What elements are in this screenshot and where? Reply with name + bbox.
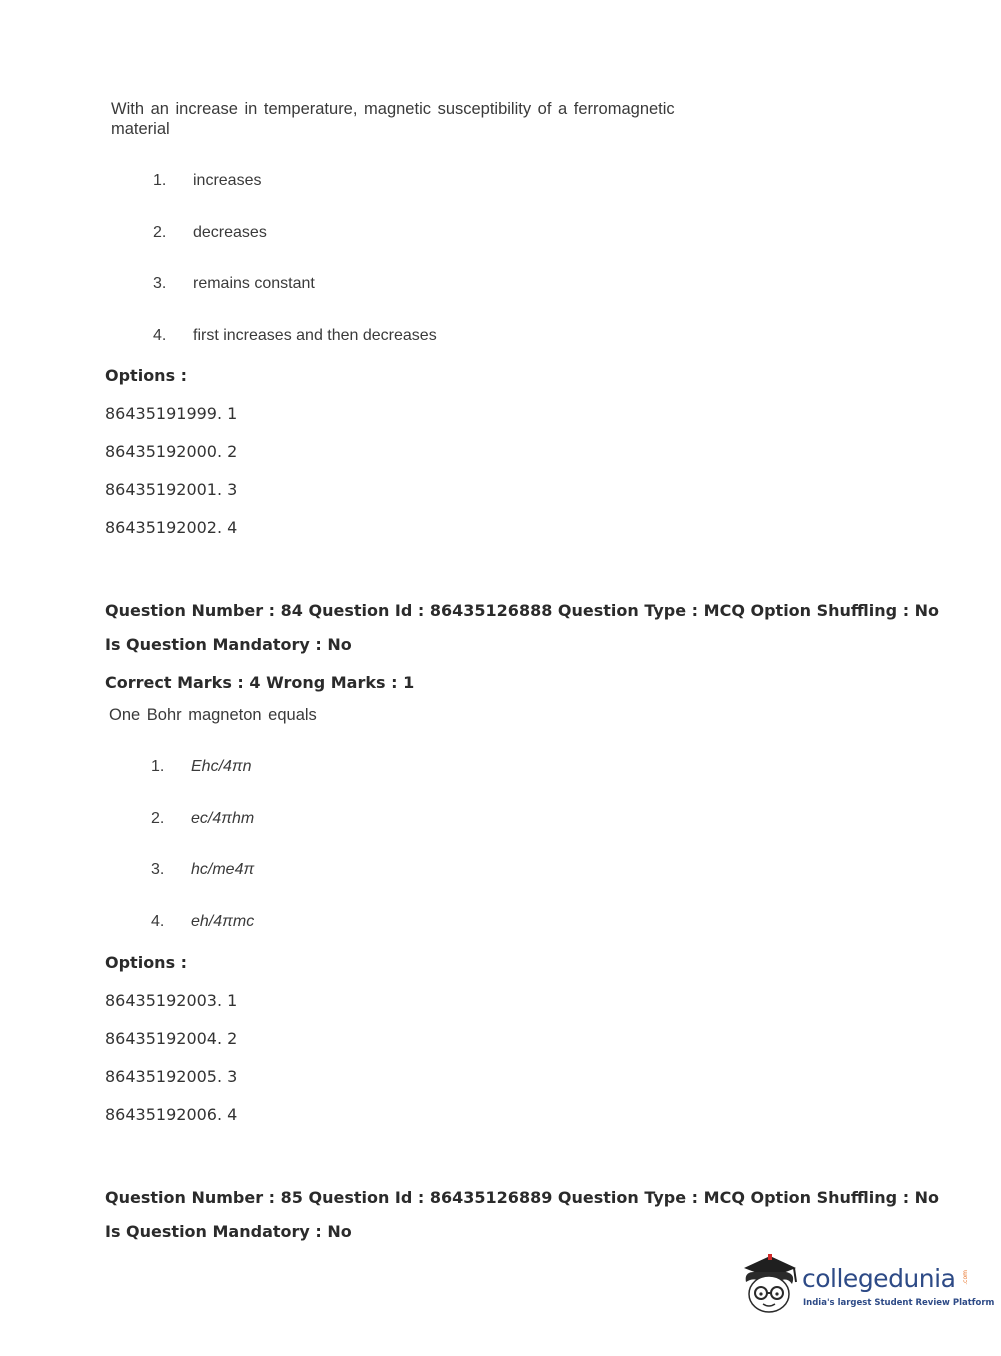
q85-header: Question Number : 85 Question Id : 86435126889 Question Type : MCQ Option Shuffling : No: [105, 1188, 940, 1207]
q84-choice-2: 2. ec/4πhm: [151, 810, 255, 827]
q84-option-id-2: 86435192004. 2: [105, 1029, 238, 1048]
q84-header: Question Number : 84 Question Id : 86435126888 Question Type : MCQ Option Shuffling : No: [105, 601, 940, 620]
question-84-text: One Bohr magneton equals: [109, 706, 317, 724]
logo-tagline: India's largest Student Review Platform: [803, 1298, 995, 1308]
q84-marks: Correct Marks : 4 Wrong Marks : 1: [105, 673, 415, 692]
q84-choice-1: 1. Ehc/4πn: [151, 758, 252, 775]
q83-choice-3: 3. remains constant: [153, 275, 315, 292]
q83-option-id-1: 86435191999. 1: [105, 404, 238, 423]
q83-choice-4: 4. first increases and then decreases: [153, 327, 437, 344]
q84-option-id-1: 86435192003. 1: [105, 991, 238, 1010]
q83-choice-1: 1. increases: [153, 172, 262, 189]
q84-option-id-4: 86435192006. 4: [105, 1105, 238, 1124]
q83-options-label: Options :: [105, 366, 188, 385]
logo-dotcom: .com: [962, 1270, 969, 1285]
q83-option-id-4: 86435192002. 4: [105, 518, 238, 537]
logo-wordmark: collegedunia: [802, 1264, 956, 1293]
q84-option-id-3: 86435192005. 3: [105, 1067, 238, 1086]
q84-mandatory: Is Question Mandatory : No: [105, 635, 352, 654]
q84-choice-3: 3. hc/me4π: [151, 861, 255, 878]
q84-options-label: Options :: [105, 953, 188, 972]
collegedunia-logo: [738, 1248, 995, 1320]
q83-choice-2: 2. decreases: [153, 224, 267, 241]
question-83-text-line1: With an increase in temperature, magnetic susceptibility of a ferromagnetic: [111, 100, 675, 118]
mascot-icon: [738, 1248, 800, 1318]
question-83-text-line2: material: [111, 120, 170, 138]
q85-mandatory: Is Question Mandatory : No: [105, 1222, 352, 1241]
q83-option-id-3: 86435192001. 3: [105, 480, 238, 499]
q84-choice-4: 4. eh/4πmc: [151, 913, 255, 930]
q83-option-id-2: 86435192000. 2: [105, 442, 238, 461]
